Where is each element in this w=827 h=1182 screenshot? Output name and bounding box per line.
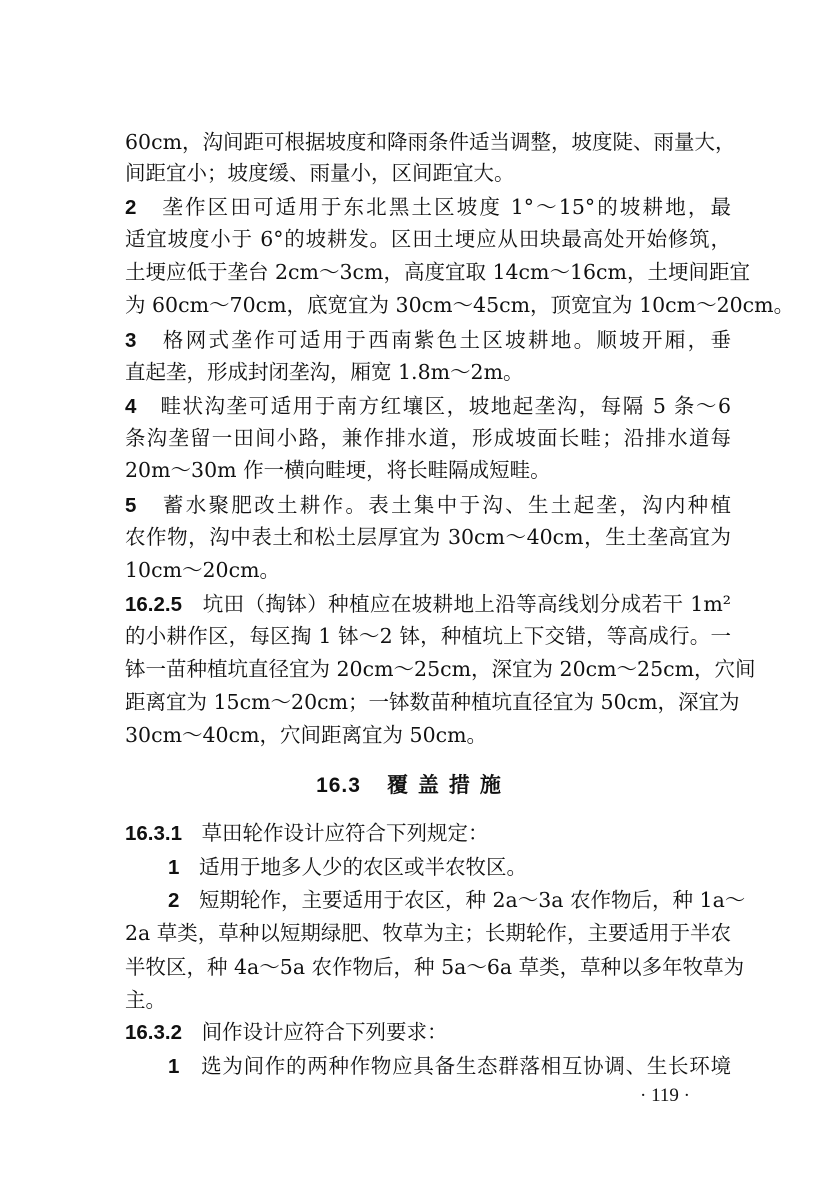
text-line: 适宜坡度小于 6°的坡耕发。区田土埂应从田块最高处开始修筑， (125, 227, 731, 251)
list-item-2 (125, 192, 731, 223)
page-number: · 119 · (640, 1085, 690, 1106)
item-number: 4 (125, 395, 137, 418)
section-heading (0, 770, 827, 801)
clause-16-3-2 (125, 1017, 731, 1048)
text-line: 格网式垄作可适用于西南紫色土区坡耕地。顺坡开厢，垂 (162, 328, 731, 352)
text-line: 坑田（掏钵）种植应在坡耕地上沿等高线划分成若干 1m² (202, 592, 731, 616)
list-item-1 (125, 1051, 731, 1082)
text-line: 2a 草类，草种以短期绿肥、牧草为主；长期轮作，主要适用于半农 (125, 921, 731, 945)
text-line: 20m～30m 作一横向畦埂，将长畦隔成短畦。 (125, 458, 551, 482)
text-line: 主。 (125, 988, 166, 1012)
text-line: 10cm～20cm。 (125, 558, 281, 582)
text-line: 畦状沟垄可适用于南方红壤区，坡地起垄沟，每隔 5 条～6 (160, 394, 731, 418)
item-number: 1 (168, 1055, 180, 1078)
text-line: 条沟垄留一田间小路，兼作排水道，形成坡面长畦；沿排水道每 (125, 426, 731, 450)
text-line: 短期轮作，主要适用于农区，种 2a～3a 农作物后，种 1a～ (198, 888, 746, 912)
clause-number: 16.3.2 (125, 1021, 182, 1044)
text-line: 适用于地多人少的农区或半农牧区。 (198, 855, 527, 879)
list-item-5 (125, 490, 731, 521)
text-line: 钵一苗种植坑直径宜为 20cm～25cm，深宜为 20cm～25cm，穴间 (125, 657, 756, 681)
text-line: 间作设计应符合下列要求： (201, 1020, 448, 1044)
text-line: 60cm，沟间距可根据坡度和降雨条件适当调整，坡度陡、雨量大， (125, 130, 736, 154)
text-line: 半牧区，种 4a～5a 农作物后，种 5a～6a 草类，草种以多年牧草为 (125, 955, 745, 979)
clause-number: 16.3.1 (125, 822, 182, 845)
text-line: 选为间作的两种作物应具备生态群落相互协调、生长环境 (201, 1054, 732, 1078)
list-item-3 (125, 325, 731, 356)
text-line: 距离宜为 15cm～20cm；一钵数苗种植坑直径宜为 50cm，深宜为 (125, 690, 740, 714)
text-line: 蓄水聚肥改土耕作。表土集中于沟、生土起垄，沟内种植 (162, 493, 731, 517)
item-number: 5 (125, 494, 137, 517)
text-line: 农作物，沟中表土和松土层厚宜为 30cm～40cm，生土垄高宜为 (125, 525, 731, 549)
clause-16-3-1 (125, 818, 731, 849)
clause-16-2-5 (125, 589, 731, 620)
text-line: 30cm～40cm，穴间距离宜为 50cm。 (125, 723, 488, 747)
text-line: 直起垄，形成封闭垄沟，厢宽 1.8m～2m。 (125, 360, 524, 384)
text-line: 的小耕作区，每区掏 1 钵～2 钵，种植坑上下交错，等高成行。一 (125, 624, 731, 648)
clause-number: 16.2.5 (125, 593, 182, 616)
text-line: 为 60cm～70cm，底宽宜为 30cm～45cm，顶宽宜为 10cm～20cm。 (125, 293, 795, 317)
item-number: 3 (125, 329, 137, 352)
item-number: 2 (125, 196, 137, 219)
text-line: 土埂应低于垄台 2cm～3cm，高度宜取 14cm～16cm，土埂间距宜 (125, 260, 750, 284)
list-item-4 (125, 391, 731, 422)
text-line: 间距宜小；坡度缓、雨量小，区间距宜大。 (125, 161, 515, 185)
text-line: 垄作区田可适用于东北黑土区坡度 1°～15°的坡耕地，最 (162, 195, 731, 219)
section-title: 覆盖措施 (386, 773, 511, 797)
item-number: 2 (168, 889, 180, 912)
list-item-2 (125, 885, 746, 916)
text-line: 草田轮作设计应符合下列规定： (201, 821, 489, 845)
section-number: 16.3 (316, 774, 361, 797)
list-item-1 (125, 852, 731, 883)
item-number: 1 (168, 856, 180, 879)
